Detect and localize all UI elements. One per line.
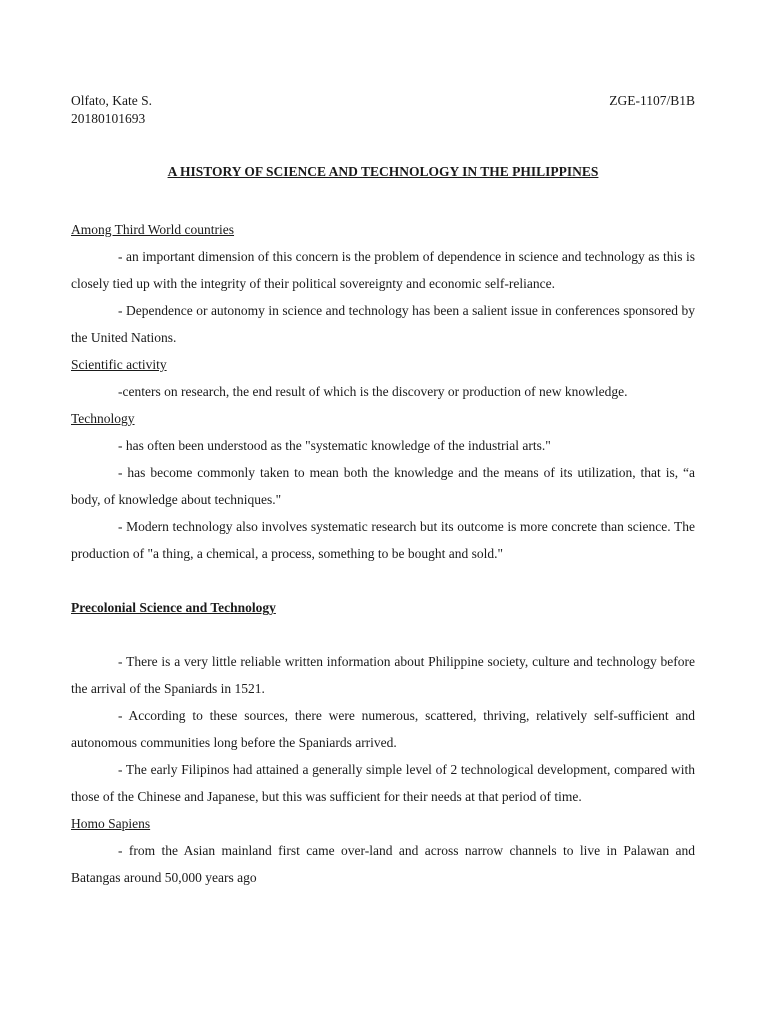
course-code: ZGE-1107/B1B [609, 93, 695, 108]
section-heading-scientific-activity: Scientific activity [71, 357, 167, 372]
paragraph: - There is a very little reliable written information about Philippine society, culture and technology before the arrival of the Spaniards in 1521. [71, 654, 695, 696]
section-heading-third-world: Among Third World countries [71, 222, 235, 237]
paragraph: -centers on research, the end result of which is the discovery or production of new knowledge. [118, 384, 628, 399]
paragraph: - Dependence or autonomy in science and technology has been a salient issue in conferences sponsored by the United Nations. [71, 303, 695, 345]
document-body [71, 216, 695, 891]
spacer [71, 567, 695, 594]
paragraph: - an important dimension of this concern is the problem of dependence in science and technology as this is closely tied up with the integrity of their political sovereignty and economic self-reliance. [71, 249, 695, 291]
paragraph: - According to these sources, there were numerous, scattered, thriving, relatively self-sufficient and autonomous communities long before the Spaniards arrived. [71, 708, 695, 750]
document-title: A HISTORY OF SCIENCE AND TECHNOLOGY IN THE PHILIPPINES [167, 164, 599, 179]
section-heading-technology: Technology [71, 411, 135, 426]
paragraph: - Modern technology also involves systematic research but its outcome is more concrete than science. The production of "a thing, a chemical, a process, something to be bought and sold." [71, 519, 695, 561]
student-number: 20180101693 [71, 111, 146, 126]
spacer [71, 621, 695, 648]
paragraph: - has become commonly taken to mean both the knowledge and the means of its utilization, that is, “a body, of knowledge about techniques." [71, 465, 695, 507]
paragraph: - from the Asian mainland first came over-land and across narrow channels to live in Palawan and Batangas around 50,000 years ago [71, 843, 695, 885]
student-name: Olfato, Kate S. [71, 93, 152, 108]
header-row [71, 93, 695, 111]
paragraph: - has often been understood as the "systematic knowledge of the industrial arts." [118, 438, 551, 453]
section-heading-precolonial: Precolonial Science and Technology [71, 600, 276, 615]
section-heading-homo-sapiens: Homo Sapiens [71, 816, 151, 831]
paragraph: - The early Filipinos had attained a generally simple level of 2 technological development, compared with those of the Chinese and Japanese, but this was sufficient for their needs at that period of time. [71, 762, 695, 804]
